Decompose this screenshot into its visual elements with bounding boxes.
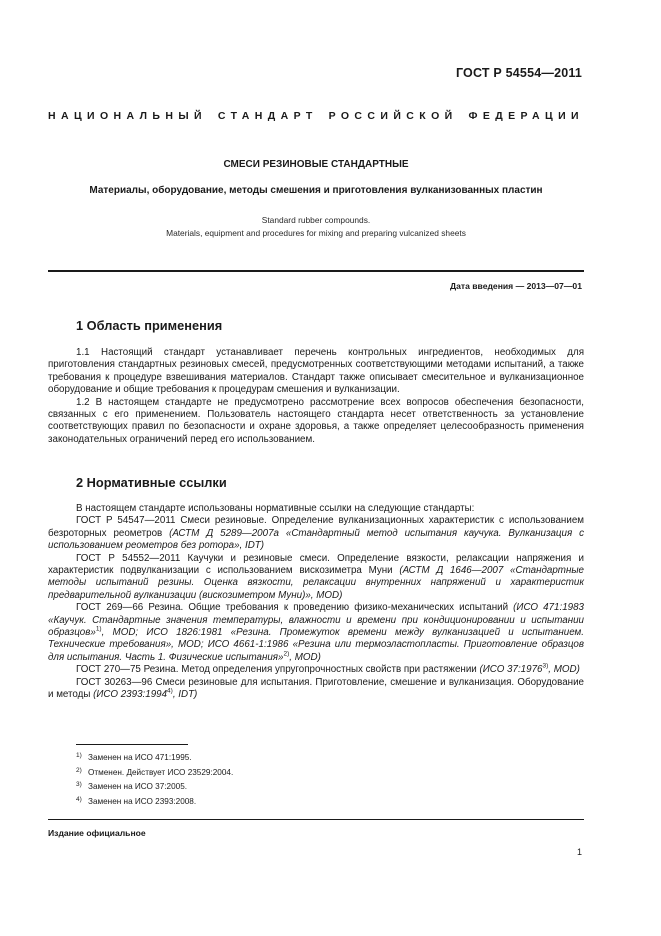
section-2-heading: 2 Нормативные ссылки [76,475,227,490]
footnote-divider [76,744,188,745]
title-divider [48,270,584,272]
reference-gost-30263: ГОСТ 30263—96 Смеси резиновые для испытания. Приготовление, смешение и вулканизация. Оборудование и методы (ИСО 2393:1994$^{4)}$, IDT) [48,676,584,701]
page-number: 1 [576,847,582,857]
footnote-ref-3: 3) [542,663,549,671]
footnote: 2) Отменен. Действует ИСО 23529:2004. [76,766,234,777]
paragraph-1-1: 1.1 Настоящий стандарт устанавливает перечень контрольных ингредиентов, необходимых для приготовления стандартных резиновых смесей, предусмотренных соответствующими методами испытаний, а также требования к процедуре взвешивания материалов. Стандарт также описывает смесительное и вулканизационное оборудование и общие требования к процедурам смешения и вулканизации. [48,347,584,396]
footnote: 1) Заменен на ИСО 471:1995. [76,752,192,762]
reference-gost-r-54552: ГОСТ Р 54552—2011 Каучуки и резиновые смеси. Определение вязкости, релаксации напряжения и характеристик подвулканизации с использованием вискозиметра Муни (АСТМ Д 1646—2007 «Стандартные методы испытаний резины. Оценка вязкости, релаксации внутренних напряжений и характеристик предварительной вулканизации (вискозиметром Муни)», MOD) [48,552,584,601]
introduction-date: Дата введения — 2013—07—01 [449,281,582,291]
section-1-body [48,347,584,446]
footnote: 3) Заменен на ИСО 37:2005. [76,781,188,792]
reference-gost-270: ГОСТ 270—75 Резина. Метод определения упругопрочностных свойств при растяжении (ИСО 37:1976$^{3)}$, MOD) [76,663,580,676]
footnotes [76,750,233,808]
footnote: 4) Заменен на ИСО 2393:2008. [76,795,197,806]
english-title-line-2: Materials, equipment and procedures for mixing and preparing vulcanized sheets [166,228,466,238]
english-title-line-1: Standard rubber compounds. [261,215,371,225]
edition-divider [48,819,584,820]
document-subtitle: Материалы, оборудование, методы смешения и приготовления вулканизованных пластин [89,185,543,196]
reference-gost-269: ГОСТ 269—66 Резина. Общие требования к проведению физико-механических испытаний (ИСО 471:1983 «Каучук. Стандартные значения температуры, влажности и времени при кондиционировании и испытании образцов»$^{1)}$, MOD; ИСО 1826:1981 «Резина. Промежуток времени между вулканизацией и испытанием. Технические требования», MOD; ИСО 4661-1:1986 «Резина или термоэластопласты. Приготовление образцов для испытания. Часть 1. Физические испытания»$^{2)}$, MOD) [48,602,584,663]
footnote-ref-2: 2) [283,650,290,658]
national-standard-banner: НАЦИОНАЛЬНЫЙ СТАНДАРТ РОССИЙСКОЙ ФЕДЕРАЦИИ [48,110,584,122]
section-2-body [48,503,584,702]
document-title: СМЕСИ РЕЗИНОВЫЕ СТАНДАРТНЫЕ [223,159,409,170]
footnote-ref-4: 4) [167,687,173,695]
references-intro: В настоящем стандарте использованы нормативные ссылки на следующие стандарты: [76,503,475,514]
footnote-ref-1: 1) [95,625,102,633]
reference-gost-r-54547: ГОСТ Р 54547—2011 Смеси резиновые. Определение вулканизационных характеристик с использованием безроторных реометров (АСТМ Д 5289—2007а «Стандартный метод испытания каучука. Вулканизация с использованием реометров без ротора», IDT) [48,515,584,552]
section-1-heading: 1 Область применения [76,318,223,333]
gost-number: ГОСТ Р 54554—2011 [455,66,582,80]
official-edition-label: Издание официальное [48,828,146,838]
paragraph-1-2: 1.2 В настоящем стандарте не предусмотрено рассмотрение всех вопросов обеспечения безопасности, связанных с его применением. Пользователь настоящего стандарта несет ответственность за установление соответствующих правил по безопасности и охране здоровья, а также определяет целесообразность применения законодательных ограничений перед его использованием. [48,396,584,445]
